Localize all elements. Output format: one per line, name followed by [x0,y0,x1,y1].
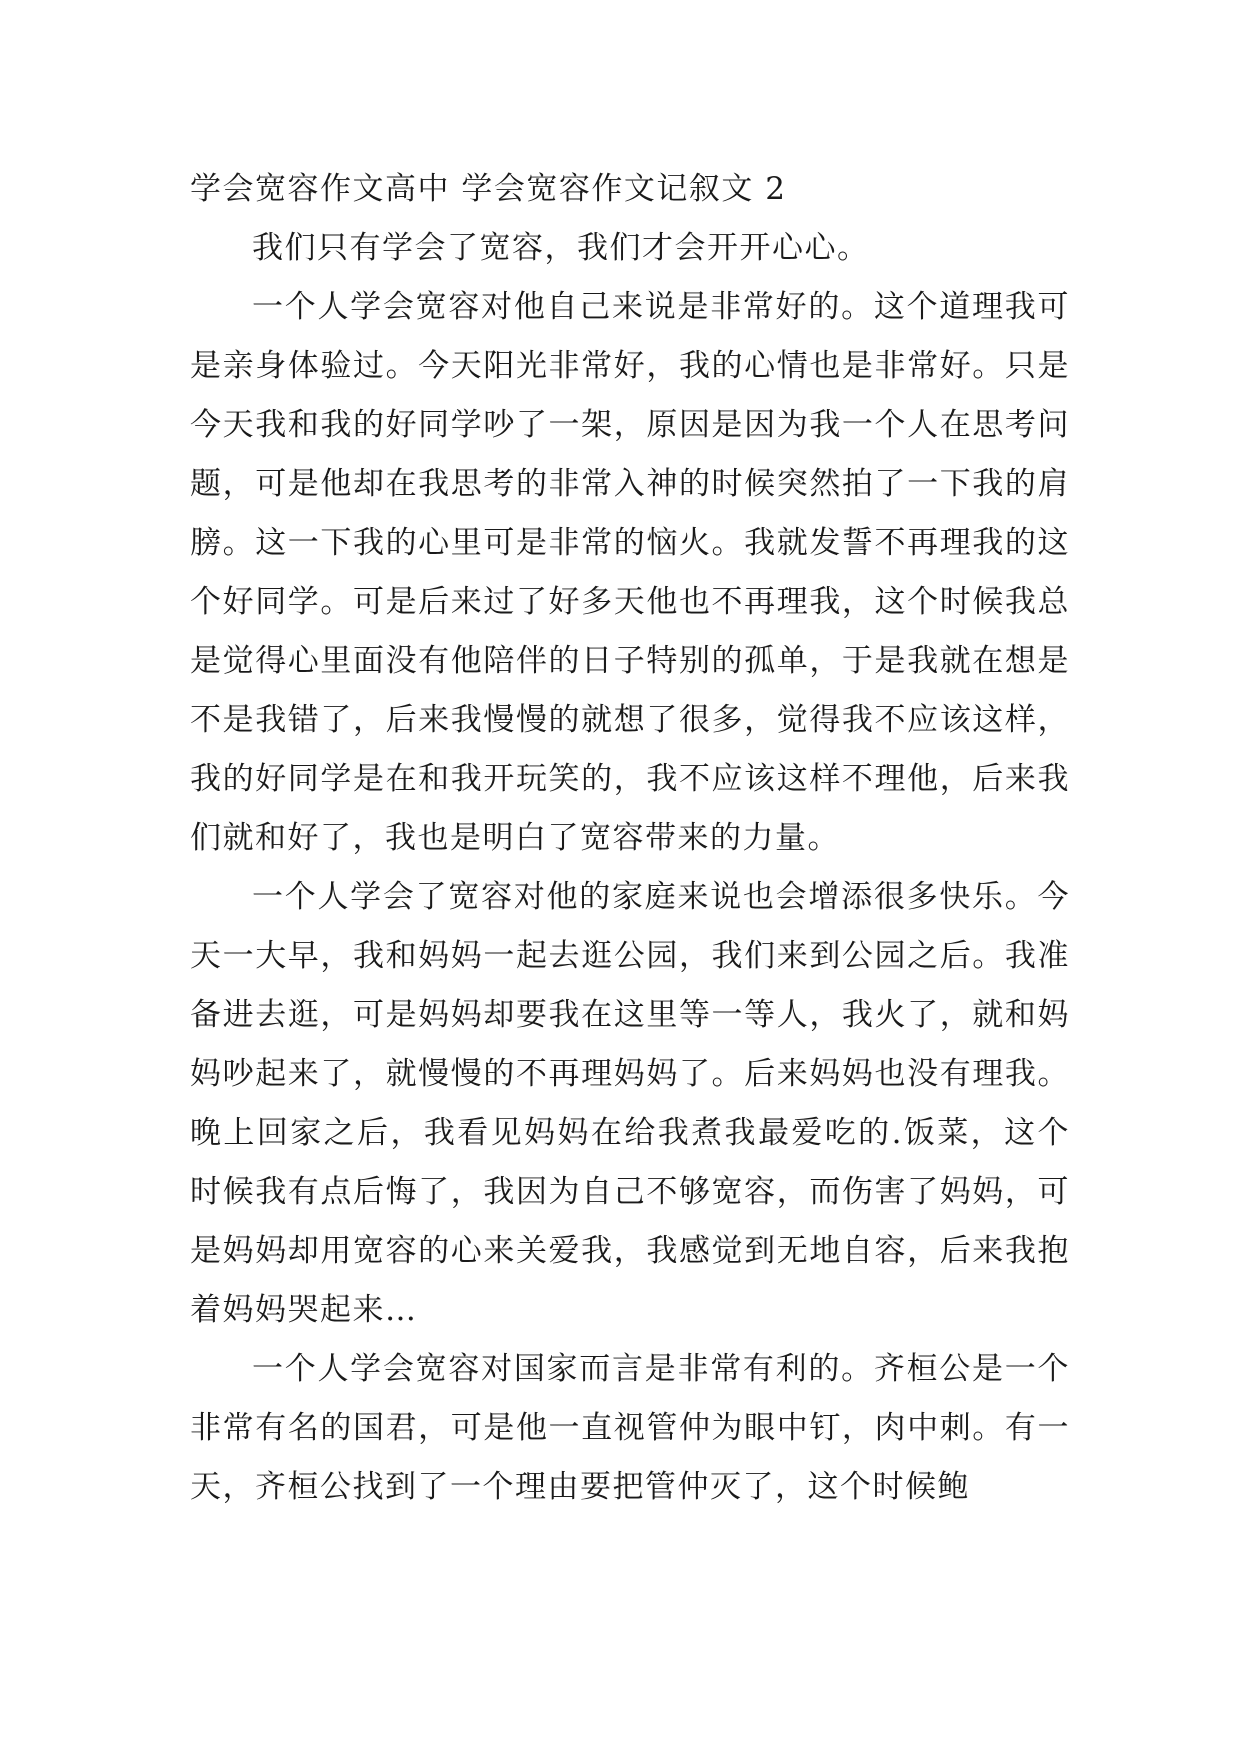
document-body [190,160,1070,1517]
paragraph-country: 一个人学会宽容对国家而言是非常有利的。齐桓公是一个非常有名的国君，可是他一直视管仲为眼中钉，肉中刺。有一天，齐桓公找到了一个理由要把管仲灭了，这个时候鲍 [190,1351,1070,1505]
paragraph-family: 一个人学会了宽容对他的家庭来说也会增添很多快乐。今天一大早，我和妈妈一起去逛公园，我们来到公园之后。我准备进去逛，可是妈妈却要我在这里等一等人，我火了，就和妈妈吵起来了，就慢慢的不再理妈妈了。后来妈妈也没有理我。晚上回家之后，我看见妈妈在给我煮我最爱吃的.饭菜，这个时候我有点后悔了，我因为自己不够宽容，而伤害了妈妈，可是妈妈却用宽容的心来关爱我，我感觉到无地自容，后来我抱着妈妈哭起来… [190,879,1070,1328]
document-title: 学会宽容作文高中 学会宽容作文记叙文 2 [190,171,787,207]
paragraph-intro: 我们只有学会了宽容，我们才会开开心心。 [252,230,870,266]
paragraph-classmate: 一个人学会宽容对他自己来说是非常好的。这个道理我可是亲身体验过。今天阳光非常好，我的心情也是非常好。只是今天我和我的好同学吵了一架，原因是因为我一个人在思考问题，可是他却在我思考的非常入神的时候突然拍了一下我的肩膀。这一下我的心里可是非常的恼火。我就发誓不再理我的这个好同学。可是后来过了好多天他也不再理我，这个时候我总是觉得心里面没有他陪伴的日子特别的孤单，于是我就在想是不是我错了，后来我慢慢的就想了很多，觉得我不应该这样，我的好同学是在和我开玩笑的，我不应该这样不理他，后来我们就和好了，我也是明白了宽容带来的力量。 [190,289,1070,856]
